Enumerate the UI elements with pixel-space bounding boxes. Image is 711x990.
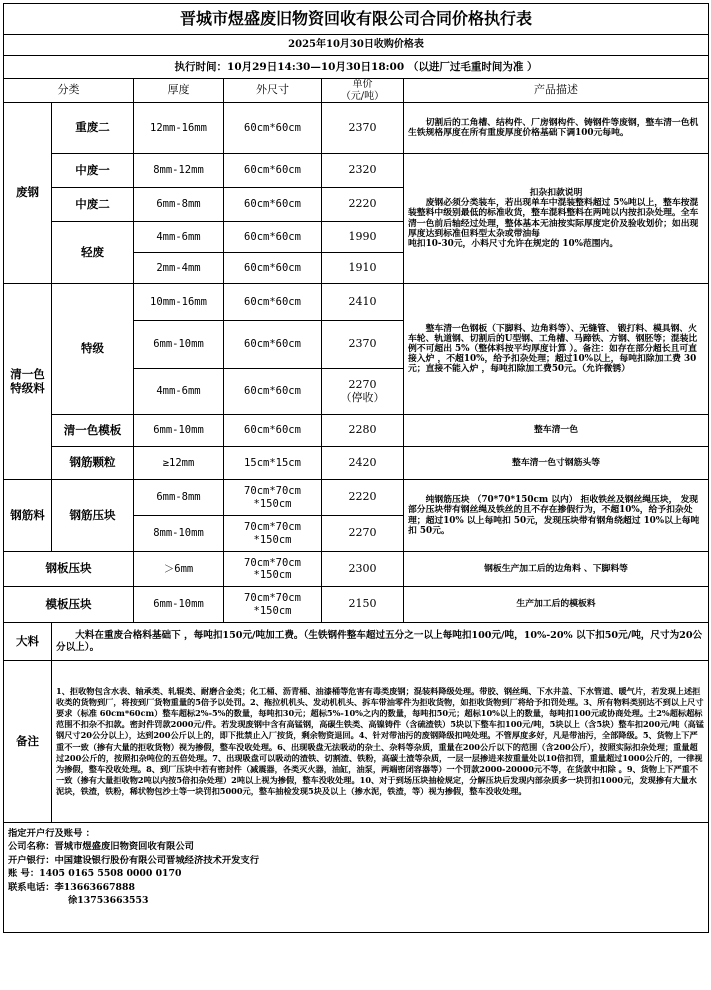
row-dimension-line1: 70cm*70cm <box>244 485 301 498</box>
account-number: 账 号：1405 0165 5508 0000 0170 <box>8 868 182 880</box>
row-sub: 特级 <box>52 284 134 415</box>
row-dimension: 60cm*60cm <box>224 415 322 447</box>
row-price-note: （停收） <box>340 390 385 404</box>
header-dimension: 外尺寸 <box>224 79 322 103</box>
header-category: 分类 <box>4 79 134 103</box>
row-thickness: 8mm-12mm <box>134 154 224 188</box>
row-dimension <box>224 480 322 516</box>
row-price: 2220 <box>322 480 404 516</box>
group-clean: 清一色特级料 <box>4 284 52 480</box>
row-thickness: 2mm-4mm <box>134 253 224 284</box>
row-dimension <box>224 587 322 623</box>
group-rebar: 钢筋料 <box>4 480 52 552</box>
row-sub: 中废二 <box>52 188 134 222</box>
row-dimension: 60cm*60cm <box>224 321 322 369</box>
row-dimension: 60cm*60cm <box>224 103 322 154</box>
desc-deduct <box>404 154 709 284</box>
deduct-tail: 吨扣10-30元，小料尺寸允许在规定的 10%范围内。 <box>408 238 619 249</box>
price-table <box>3 3 709 933</box>
row-sub: 钢板压块 <box>4 552 134 587</box>
company-name: 公司名称：晋城市煜盛废旧物资回收有限公司 <box>8 841 194 853</box>
row-price: 2370 <box>322 321 404 369</box>
bank-name: 开户银行：中国建设银行股份有限公司晋城经济技术开发支行 <box>8 854 260 866</box>
desc-mold: 生产加工后的模板料 <box>404 587 709 623</box>
row-price <box>322 369 404 415</box>
group-scrap: 废钢 <box>4 103 52 284</box>
row-sub: 钢筋压块 <box>52 480 134 552</box>
page-title: 晋城市煜盛废旧物资回收有限公司合同价格执行表 <box>4 4 709 35</box>
row-dimension-line1: 70cm*70cm <box>244 592 301 605</box>
row-sub: 模板压块 <box>4 587 134 623</box>
row-dimension: 60cm*60cm <box>224 222 322 253</box>
row-thickness: 4mm-6mm <box>134 222 224 253</box>
row-thickness: 6mm-8mm <box>134 480 224 516</box>
big-text: 大料在重废合格料基础下 ，每吨扣150元/吨加工费。（生铁钢件整车超过五分之一以上每吨扣100元/吨，10%-20% 以下扣50元/吨，尺寸为20公分以上）。 <box>52 623 709 661</box>
row-thickness: 6mm-10mm <box>134 321 224 369</box>
desc-plate: 钢板生产加工后的边角料 、下脚料等 <box>404 552 709 587</box>
row-thickness: 10mm-16mm <box>134 284 224 321</box>
row-thickness: 12mm-16mm <box>134 103 224 154</box>
row-thickness: ＞6mm <box>134 552 224 587</box>
row-sub: 清一色模板 <box>52 415 134 447</box>
header-thickness: 厚度 <box>134 79 224 103</box>
desc-rebar: 纯钢筋压块 （70*70*150cm 以内） 拒收铁丝及钢丝绳压块， 发现部分压块带有钢丝绳及铁丝的且不存在掺假行为，不超10%，给予扣杂处理；超过10% 以上每吨扣 50元，发现压块带有钢角绕超过 10%以上每吨扣 50元。 <box>404 480 709 552</box>
account-heading: 指定开户行及账号 ： <box>8 828 95 839</box>
row-dimension <box>224 516 322 552</box>
header-price <box>322 79 404 103</box>
row-dimension-line2: *150cm <box>253 497 292 510</box>
row-price: 2150 <box>322 587 404 623</box>
row-price: 1990 <box>322 222 404 253</box>
row-dimension-line2: *150cm <box>253 604 292 617</box>
row-price-value: 2270 <box>348 377 377 391</box>
account-info <box>4 823 709 933</box>
phone-primary: 联系电话：李13663667888 <box>8 881 135 893</box>
header-price-line2: （元/吨） <box>340 90 385 102</box>
row-dimension: 60cm*60cm <box>224 369 322 415</box>
row-sub: 轻废 <box>52 222 134 284</box>
desc-special: 整车清一色钢板（下脚料、边角料等）、无缝管、 锻打料、模具钢、火车轮、轨道钢、切割后的U型钢、工角槽、马蹄铁、方钢、钢胚等；混装比例不可超出 5%（整体料按平均厚度计算 ）。备注：如存在部分超长且可直接入炉 ，不超10%，给予扣杂处理；超过10%以上，每吨扣除加工费 30元；直接不能入炉 ，每吨扣除加工费50元。（允许微锈） <box>404 284 709 415</box>
phone-secondary: 徐13753663553 <box>68 895 149 907</box>
row-price: 2370 <box>322 103 404 154</box>
row-price: 2270 <box>322 516 404 552</box>
row-sub: 重废二 <box>52 103 134 154</box>
row-thickness: 6mm-8mm <box>134 188 224 222</box>
row-dimension-line2: *150cm <box>253 533 292 546</box>
row-dimension <box>224 552 322 587</box>
row-price: 2280 <box>322 415 404 447</box>
row-price: 2300 <box>322 552 404 587</box>
big-label: 大料 <box>4 623 52 661</box>
row-price: 2220 <box>322 188 404 222</box>
price-sheet <box>3 3 708 984</box>
price-date: 2025年10月30日收购价格表 <box>4 35 709 56</box>
row-dimension: 60cm*60cm <box>224 253 322 284</box>
row-dimension: 60cm*60cm <box>224 154 322 188</box>
deduct-title: 扣杂扣款说明 <box>529 188 583 199</box>
exec-time: 执行时间：10月29日14:30—10月30日18:00 （以进厂过毛重时间为准 ） <box>4 56 709 79</box>
row-price: 1910 <box>322 253 404 284</box>
header-price-line1: 单价 <box>352 79 373 90</box>
row-dimension: 60cm*60cm <box>224 284 322 321</box>
desc-heavy: 切割后的工角槽、结构件、厂房钢构件、铸钢件等废钢，整车清一色机生铁规格厚度在所有重废厚度价格基础下调100元每吨。 <box>404 103 709 154</box>
row-price: 2410 <box>322 284 404 321</box>
row-dimension: 15cm*15cm <box>224 447 322 480</box>
desc-granule: 整车清一色寸钢筋头等 <box>404 447 709 480</box>
deduct-text: 废钢必须分类装车，若出现单车中混装整料超过 5%吨以上，整车按混装整料中级别最低的标准收货，整车混料整料在两吨以内按扣杂处理。全车清一色前后轴经过处理，整体基本无油按实际厚度定价及验收划价；如出现厚度达到标准但料型太杂或带油每 <box>408 198 699 239</box>
remarks-label: 备注 <box>4 661 52 823</box>
row-sub: 中废一 <box>52 154 134 188</box>
row-price: 2320 <box>322 154 404 188</box>
remarks-text: 1、拒收物包含水表、轴承类、轧辊类、耐磨合金类；化工桶、沥青桶、油漆桶等危害有毒类废钢；混装料降级处理。带胶、钢丝绳、下水井盖、下水管道、暖气片，若发现上述拒收类的货物到厂，将按到厂货物重量的5倍予以处罚。2、拖拉机机头、发动机机头、拆车带油零件为拒收货物，如拒收货物到厂将给予扣罚处理。3、所有物料类别达不到以上尺寸要求（标准 60cm*60cm）整车超标2%-5%的数量，每吨扣30元；超标5%-10%之内的数量，每吨扣50元；超标10%以上的数量，每吨扣100元或协商处理。土2%超标超标范围不扣杂不扣款。密封件罚款2000元/件。若发现废钢中含有高锰钢，高碳生铁类、高镍铸件（含硫渣铁）5块以下整车扣100元/吨，5块以上（含5块）整车扣200元/吨（高锰钢尺寸20公分以上），达到200公斤以上的，即下批禁止入厂按货，剩余物资退回。4、针对带油污的废钢降级扣吨处理。不管厚度多好，凡是带油污，全部降级。5、货物上下严重不一致（掺有大量的拒收货物）视为掺假，整车没收处理。6、出现吸盘无法吸动的杂土、杂料等杂质，重量在200公斤以下的范围（含200公斤），按照实际扣杂处理；重量超过200公斤的，按照扣杂吨位的五倍处理。7、出现吸盘可以吸动的渣铁、切割渣、铁粉，高碳土渣等杂质，一层一层掺进来按重量处以10倍扣罚，重量超过1000公斤的，一律视为掺假，整车没收处理。8、到厂压块中若有密封件（减震器，各类灭火器，油缸，油泵，两端密闭容器等）一个罚款2000-20000元不等，在货款中扣除 。9、货物上下严重不一致（掺有大量拒收物2吨以内按5倍扣杂处理）2吨以上视为掺假，整车没收处理。10、对于到场压块抽检规定，分解压块后发现内部杂质多一块罚扣1000元，发现掺有大量水泥块，铁渣，铁粉，稀状物包沙土等一块罚扣5000元，整车抽检发现5块及以上（掺水泥，铁渣，等）视为掺假，整车没收处理。 <box>52 661 709 823</box>
row-thickness: 6mm-10mm <box>134 415 224 447</box>
row-price: 2420 <box>322 447 404 480</box>
row-dimension-line2: *150cm <box>253 569 292 581</box>
row-thickness: 6mm-10mm <box>134 587 224 623</box>
row-sub: 钢筋颗粒 <box>52 447 134 480</box>
desc-template: 整车清一色 <box>404 415 709 447</box>
header-desc: 产品描述 <box>404 79 709 103</box>
row-thickness: 8mm-10mm <box>134 516 224 552</box>
row-thickness: 4mm-6mm <box>134 369 224 415</box>
row-dimension: 60cm*60cm <box>224 188 322 222</box>
row-dimension-line1: 70cm*70cm <box>244 521 301 534</box>
row-dimension-line1: 70cm*70cm <box>244 556 301 569</box>
row-thickness: ≥12mm <box>134 447 224 480</box>
